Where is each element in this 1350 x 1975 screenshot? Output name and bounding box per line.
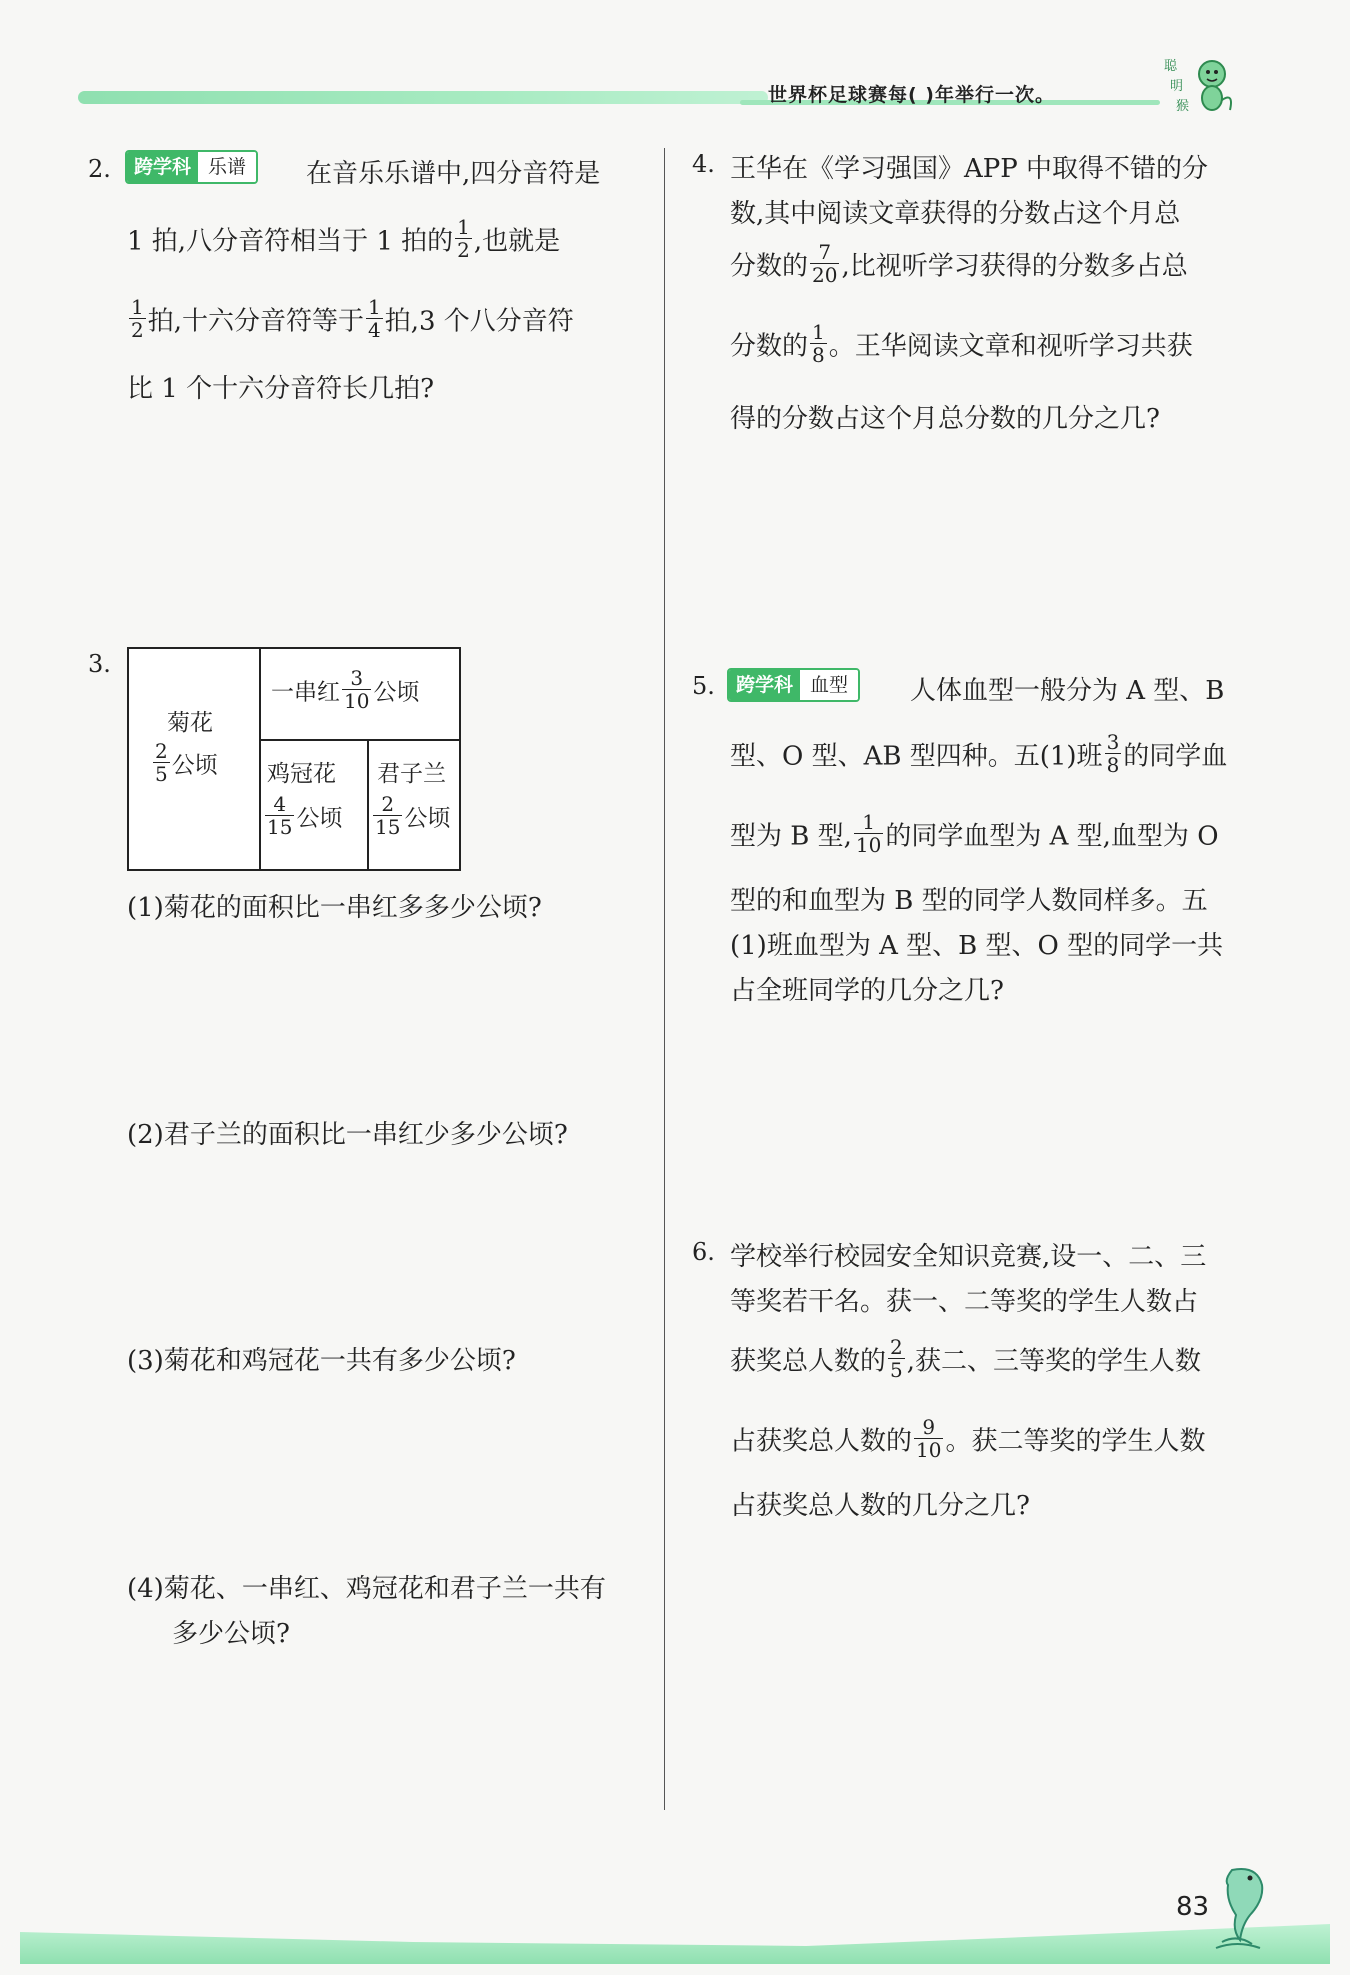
chrysanthemum-area-fraction	[153, 740, 170, 785]
q5-line-2	[730, 730, 1228, 780]
q4-fraction-1-num: 7	[810, 241, 839, 264]
q4-line-2: 数,其中阅读文章获得的分数占这个月总	[730, 199, 1181, 229]
q4-number: 4.	[692, 150, 715, 178]
q2-line-2	[127, 215, 561, 265]
q5-tag-sub: 血型	[800, 670, 858, 700]
q5-cross-subject-tag	[727, 668, 860, 702]
q2-line-3b: 拍,3 个八分音符	[384, 306, 574, 337]
chrysanthemum-area-den: 5	[155, 762, 168, 786]
celosia-label: 鸡冠花	[267, 761, 336, 787]
clivia-area	[371, 792, 451, 842]
q5-fraction-3-8	[1105, 731, 1122, 776]
q4-line-3b: ,比视听学习获得的分数多占总	[841, 251, 1188, 282]
chrysanthemum-unit: 公顷	[171, 752, 218, 779]
q2-line-2a: 1 拍,八分音符相当于 1 拍的	[127, 226, 454, 257]
q6-line-3b: ,获二、三等奖的学生人数	[906, 1346, 1202, 1377]
q4-line-4	[730, 320, 1193, 370]
q4-line-5: 得的分数占这个月总分数的几分之几?	[730, 404, 1160, 434]
clivia-label: 君子兰	[377, 761, 446, 787]
q3-sub-question-2: (2)君子兰的面积比一串红少多少公顷?	[127, 1120, 568, 1150]
q4-fraction-1-den: 20	[812, 263, 838, 287]
q2-line-3a: 拍,十六分音符等于	[147, 306, 364, 337]
q5-fraction-1-den: 8	[1106, 753, 1120, 777]
salvia-cell	[271, 666, 420, 716]
q6-fraction-1-den: 5	[890, 1358, 903, 1382]
svg-text:明: 明	[1170, 79, 1184, 94]
clivia-unit: 公顷	[404, 805, 451, 832]
chrysanthemum-area	[151, 739, 218, 789]
chrysanthemum-label: 菊花	[167, 710, 213, 736]
q6-fraction-2-den: 10	[916, 1438, 942, 1462]
q2-line-1: 在音乐乐谱中,四分音符是	[306, 159, 601, 189]
q4-fraction-1-8	[810, 321, 827, 366]
q2-fraction-quarter	[366, 296, 383, 341]
q6-line-3	[730, 1335, 1202, 1385]
celosia-area-den: 15	[267, 815, 293, 839]
q2-fraction-quarter-den: 4	[368, 318, 381, 342]
q2-line-2b: ,也就是	[473, 226, 561, 257]
q5-fraction-2-num: 1	[854, 811, 883, 834]
q5-tag-main: 跨学科	[729, 670, 800, 700]
q6-line-2: 等奖若干名。获一、二等奖的学生人数占	[730, 1287, 1199, 1317]
dolphin-mascot-icon	[1202, 1860, 1272, 1950]
q5-line-3a: 型为 B 型,	[730, 821, 852, 852]
q5-fraction-2-den: 10	[855, 833, 882, 857]
q4-fraction-2-den: 8	[812, 343, 825, 367]
diagram-divider-vertical-2	[367, 739, 369, 869]
q2-line-3	[127, 295, 574, 345]
q5-line-2a: 型、O 型、AB 型四种。五(1)班	[730, 741, 1103, 772]
diagram-divider-vertical	[259, 649, 261, 869]
q4-line-3	[730, 240, 1188, 290]
clivia-area-fraction	[373, 793, 402, 838]
q4-line-3a: 分数的	[730, 251, 809, 282]
celosia-area-fraction	[265, 793, 294, 838]
chrysanthemum-area-num: 2	[155, 739, 168, 763]
q5-line-6: 占全班同学的几分之几?	[730, 976, 1004, 1006]
salvia-label: 一串红	[271, 679, 340, 706]
q6-line-5: 占获奖总人数的几分之几?	[730, 1491, 1030, 1521]
q6-line-4a: 占获奖总人数的	[730, 1426, 913, 1457]
flower-bed-diagram	[127, 647, 461, 871]
q2-fraction-half-2	[129, 296, 146, 341]
q2-fraction-half	[455, 216, 472, 261]
q4-line-1: 王华在《学习强国》APP 中取得不错的分	[730, 154, 1209, 184]
q3-sub-question-4-cont: 多少公顷?	[172, 1619, 290, 1649]
q2-fraction-half-2-den: 2	[131, 318, 144, 342]
monkey-mascot-icon	[1160, 52, 1240, 122]
q2-line-4: 比 1 个十六分音符长几拍?	[127, 374, 435, 404]
q6-line-4	[730, 1415, 1206, 1465]
celosia-unit: 公顷	[296, 805, 343, 832]
salvia-unit: 公顷	[373, 679, 420, 706]
q6-line-4b: 。获二等奖的学生人数	[945, 1426, 1206, 1457]
footer-band	[20, 1924, 1330, 1964]
q6-fraction-1-num: 2	[890, 1335, 903, 1359]
svg-text:猴: 猴	[1176, 99, 1190, 114]
q5-line-3	[730, 810, 1219, 860]
q3-sub-question-1: (1)菊花的面积比一串红多多少公顷?	[127, 893, 542, 923]
q2-tag-sub: 乐谱	[198, 152, 256, 182]
q3-sub-question-4: (4)菊花、一串红、鸡冠花和君子兰一共有	[127, 1574, 606, 1604]
q2-cross-subject-tag	[125, 150, 258, 184]
q5-fraction-1-10	[854, 811, 883, 856]
q2-fraction-half-2-num: 1	[131, 295, 144, 319]
q6-number: 6.	[692, 1238, 715, 1266]
q6-fraction-9-10	[914, 1416, 943, 1461]
salvia-area-den: 10	[344, 689, 370, 713]
svg-text:聪: 聪	[1164, 59, 1178, 74]
q5-line-3b: 的同学血型为 A 型,血型为 O	[885, 821, 1219, 852]
q5-number: 5.	[692, 672, 715, 700]
q4-fraction-7-20	[810, 241, 839, 286]
q6-fraction-2-5	[888, 1336, 905, 1381]
q4-fraction-2-num: 1	[812, 320, 825, 344]
q5-line-1: 人体血型一般分为 A 型、B	[910, 676, 1225, 706]
q3-sub-question-3: (3)菊花和鸡冠花一共有多少公顷?	[127, 1346, 516, 1376]
q2-tag-main: 跨学科	[127, 152, 198, 182]
page-number: 83	[1176, 1892, 1210, 1922]
q2-fraction-half-num: 1	[457, 215, 470, 239]
q2-number: 2.	[88, 155, 111, 183]
celosia-area	[263, 792, 343, 842]
q5-fraction-1-num: 3	[1106, 730, 1120, 754]
clivia-area-den: 15	[375, 815, 401, 839]
q6-line-1: 学校举行校园安全知识竞赛,设一、二、三	[730, 1242, 1207, 1272]
q5-line-2b: 的同学血	[1123, 741, 1228, 772]
q2-fraction-quarter-num: 1	[368, 295, 381, 319]
q3-number: 3.	[88, 650, 111, 678]
q4-line-4a: 分数的	[730, 331, 809, 362]
header-band	[78, 91, 768, 104]
celosia-area-num: 4	[265, 793, 294, 816]
salvia-area-num: 3	[342, 667, 371, 690]
q5-line-4: 型的和血型为 B 型的同学人数同样多。五	[730, 886, 1208, 916]
salvia-area-fraction	[342, 667, 371, 712]
q6-line-3a: 获奖总人数的	[730, 1346, 887, 1377]
q6-fraction-2-num: 9	[914, 1416, 943, 1439]
clivia-area-num: 2	[373, 793, 402, 816]
q5-line-5: (1)班血型为 A 型、B 型、O 型的同学一共	[730, 931, 1224, 961]
q2-fraction-half-den: 2	[457, 238, 470, 262]
header-quiz-text: 世界杯足球赛每( )年举行一次。	[768, 84, 1055, 106]
q4-line-4b: 。王华阅读文章和视听学习共获	[828, 331, 1193, 362]
diagram-divider-horizontal	[259, 739, 459, 741]
column-divider	[664, 148, 665, 1810]
